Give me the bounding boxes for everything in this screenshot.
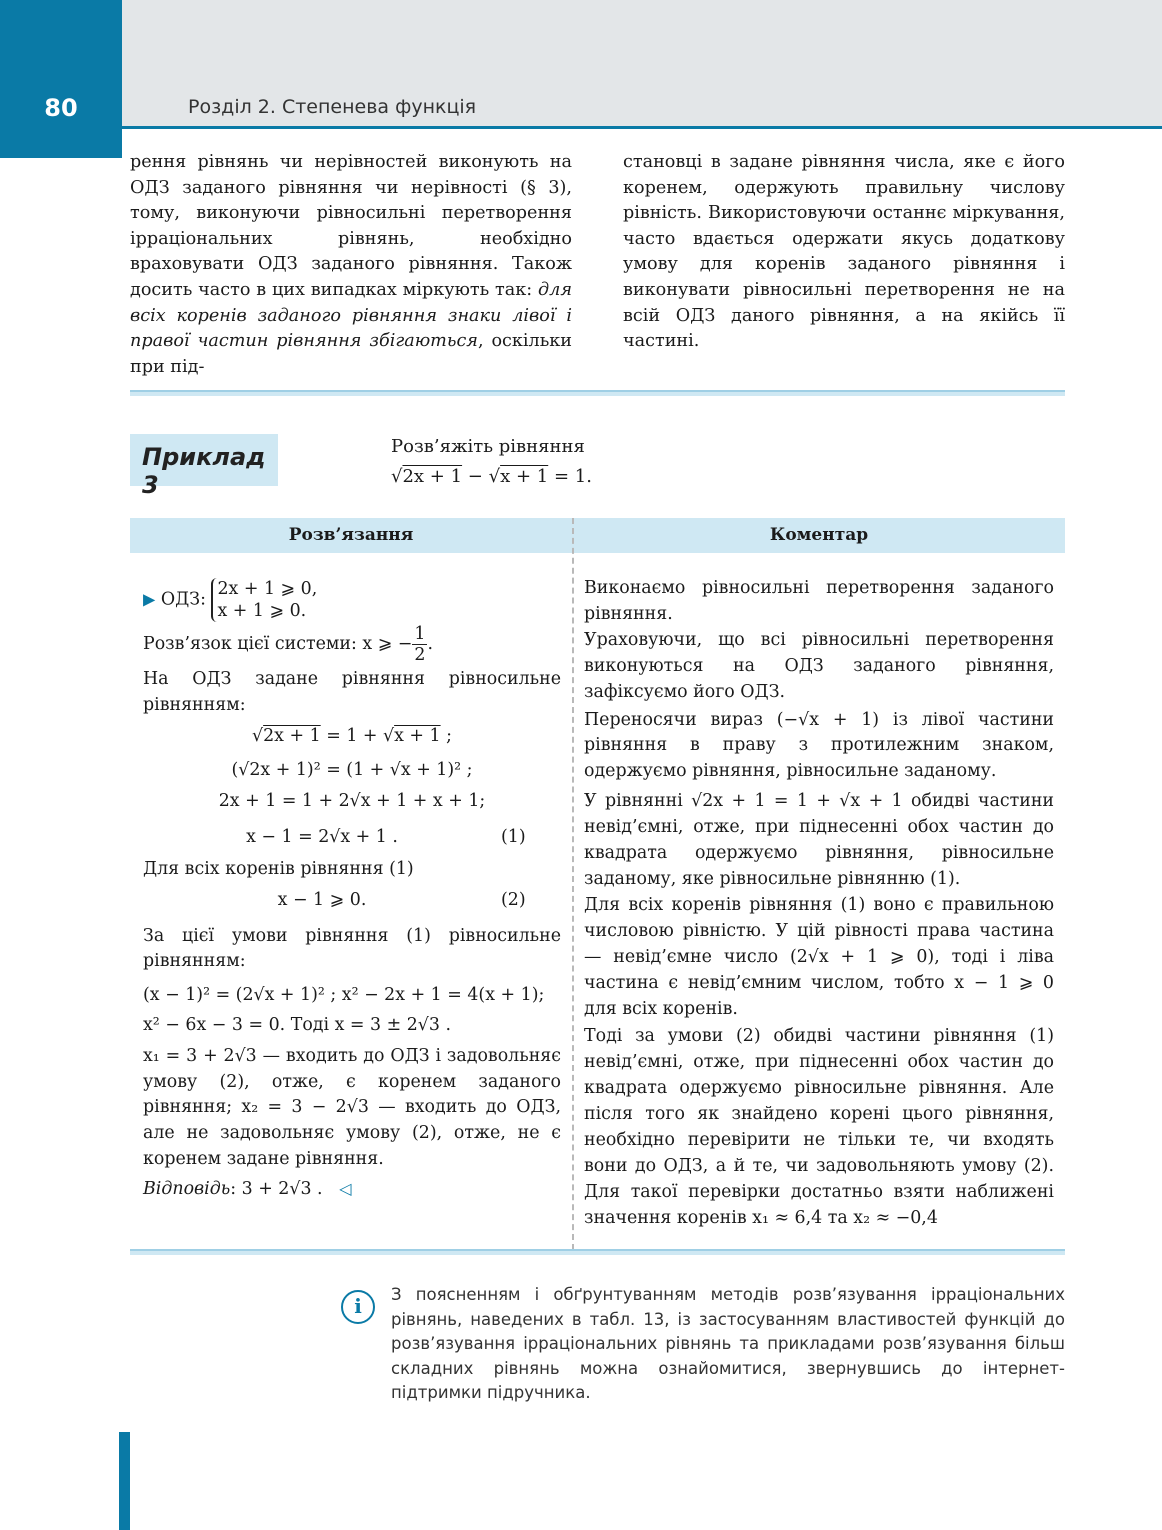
answer-label: Відповідь — [143, 1179, 231, 1200]
sqrt-sign: √ — [391, 466, 403, 487]
fraction — [412, 624, 427, 665]
system-solution — [143, 624, 561, 665]
sqrt-sign: √ — [252, 726, 264, 747]
system-line: x + 1 ⩾ 0. — [217, 601, 307, 621]
equation-number: (1) — [501, 826, 526, 847]
odz-label: ОДЗ: — [155, 589, 212, 610]
under-condition-text: За цієї умови рівняння (1) рівносильне рівнянням: — [143, 925, 561, 972]
fraction-numerator: 1 — [414, 624, 426, 644]
equation-line-5: (x − 1)² = (2√x + 1)² ; x² − 2x + 1 = 4(x + 1); — [143, 984, 545, 1005]
punctuation: . — [427, 634, 433, 654]
radicand: 2x + 1 — [402, 466, 463, 487]
intro-paragraph-right: становці в задане рівняння числа, яке є його коренем, одержують правильну числову рівність. Використовуючи останнє міркування, часто вдається одержати якусь додаткову умову для коренів заданого рівняння і виконувати рівносильні перетворення не на всій ОДЗ даного рівняння, а на якійсь її частині. — [623, 152, 1065, 352]
commentary-paragraph: Виконаємо рівносильні перетворення заданого рівняння. — [584, 578, 1054, 624]
example-label-box — [130, 434, 278, 499]
column-divider — [572, 518, 574, 1250]
condition-line — [143, 888, 561, 914]
solution-header: Розв’язання — [288, 525, 414, 545]
intro-text: рення рівнянь чи нерівностей виконують на ОДЗ заданого рівняння чи нерівності (§ 3), тому, виконуючи рівносильні перетворення ірраціональних рівнянь, необхідно враховувати ОДЗ заданого рівняння. Також досить часто в цих випадках міркують так: — [130, 152, 572, 300]
radicand: x + 1 — [394, 726, 441, 747]
start-marker-icon: ▶ — [143, 589, 156, 609]
commentary-header: Коментар — [769, 525, 869, 545]
commentary-paragraph: Ураховуючи, що всі рівносильні перетворення виконуються на ОДЗ заданого рівняння, зафіксуємо його ОДЗ. — [584, 629, 1054, 702]
radicand: 2x + 1 — [263, 726, 321, 747]
equation-1: x − 1 = 2√x + 1 . — [246, 826, 398, 847]
root-x1-text: x₁ = 3 + 2√3 — входить до ОДЗ і задовольняє умову (2), отже, є коренем заданого рівняння; — [143, 1046, 561, 1118]
page-header — [122, 0, 1162, 128]
table-header — [130, 518, 1065, 553]
intro-column-right — [623, 150, 1065, 355]
roots-text: Для всіх коренів рівняння (1) — [143, 858, 414, 879]
page-corner — [0, 0, 122, 158]
example-equation — [391, 462, 592, 492]
info-icon-glyph: i — [354, 1294, 362, 1318]
example-task — [391, 432, 592, 492]
commentary-paragraph: Для всіх коренів рівняння (1) воно є правильною числовою рівністю. У цій рівності права частина — невід’ємне число (2√x + 1 ⩾ 0), тоді і ліва частина є невід’ємним числом, тобто x − 1 ⩾ 0 для всіх коренів. — [584, 894, 1054, 1019]
fraction-denominator: 2 — [414, 645, 426, 665]
header-divider — [122, 126, 1162, 129]
system-line: 2x + 1 ⩾ 0, — [217, 579, 318, 599]
equation-line-1 — [143, 724, 561, 750]
commentary-column — [584, 576, 1054, 1232]
equation-line-4 — [143, 825, 561, 851]
info-note: З поясненням і обґрунтуванням методів розв’язування ірраціональних рівнянь, наведених в табл. 13, із застосуванням властивостей функцій до розв’язування ірраціональних рівнянь та прикладами розв’язування більш складних рівнянь можна ознайомитися, звернувшись до інтернет-підтримки підручника. — [391, 1285, 1065, 1402]
equivalent-text: На ОДЗ задане рівняння рівносильне рівнянням: — [143, 669, 561, 715]
example-task-text: Розв’яжіть рівняння — [391, 436, 585, 457]
end-marker-icon: ◁ — [339, 1179, 352, 1199]
answer-value: : 3 + 2√3 . — [230, 1179, 323, 1200]
example-label: Приклад 3 — [142, 443, 266, 499]
system-solution-label: Розв’язок цієї системи: — [143, 634, 363, 654]
equation-part: ; — [440, 726, 452, 747]
equation-line-6: x² − 6x − 3 = 0. Тоді x = 3 ± 2√3 . — [143, 1014, 451, 1035]
section-rule-bottom — [130, 1249, 1065, 1255]
root-x2-text: x₂ = 3 − 2√3 — входить до ОДЗ, але не задовольняє умову (2), отже, не є коренем задане рівняння. — [143, 1097, 561, 1169]
page-number: 80 — [44, 94, 78, 122]
solution-column — [143, 578, 561, 1203]
answer-line — [143, 1176, 561, 1203]
intro-italic-text: для всіх коренів заданого рівняння знаки лівої і правої частин рівняння збігаються — [130, 279, 572, 352]
page-side-bar — [119, 1432, 130, 1530]
commentary-paragraph: У рівнянні √2x + 1 = 1 + √x + 1 обидві частини невід’ємні, отже, при піднесенні обох частин до квадрата одержуємо рівняння, рівносильне заданому, яке рівносильне рівнянню (1). — [584, 791, 1054, 889]
section-rule-top — [130, 390, 1065, 396]
section-title: Розділ 2. Степенева функція — [188, 96, 477, 118]
info-icon — [341, 1290, 375, 1324]
sqrt-sign: − √ — [462, 466, 501, 487]
system-solution-lhs: x ⩾ − — [362, 634, 413, 654]
roots-analysis — [143, 1044, 561, 1172]
equation-line-3: 2x + 1 = 1 + 2√x + 1 + x + 1; — [218, 791, 486, 812]
intro-text-end: , оскільки при під- — [130, 331, 573, 377]
equation-rhs: = 1. — [548, 466, 592, 487]
radicand: x + 1 — [500, 466, 549, 487]
commentary-paragraph: Переносячи вираз (−√x + 1) із лівої частини рівняння в праву з протилежним знаком, одержуємо рівняння, рівносильне заданому. — [584, 709, 1054, 782]
intro-column-left — [130, 150, 572, 380]
odz-line — [143, 578, 561, 622]
equation-line-2: (√2x + 1)² = (1 + √x + 1)² ; — [231, 759, 473, 780]
intro-paragraph-left — [130, 150, 572, 380]
commentary-paragraph: Тоді за умови (2) обидві частини рівняння (1) невід’ємні, отже, при піднесенні обох частин до квадрата одержуємо рівносильне рівняння. Але після того як знайдено корені цього рівняння, необхідно перевірити не тільки те, чи входять вони до ОДЗ, а й те, чи задовольняють умову (2). Для такої перевірки достатньо взяти наближені значення коренів x₁ ≈ 6,4 та x₂ ≈ −0,4 — [584, 1026, 1054, 1228]
condition-2: x − 1 ⩾ 0. — [277, 890, 367, 911]
odz-system — [211, 578, 317, 622]
equation-number: (2) — [501, 890, 526, 911]
equation-part: = 1 + √ — [320, 726, 395, 747]
